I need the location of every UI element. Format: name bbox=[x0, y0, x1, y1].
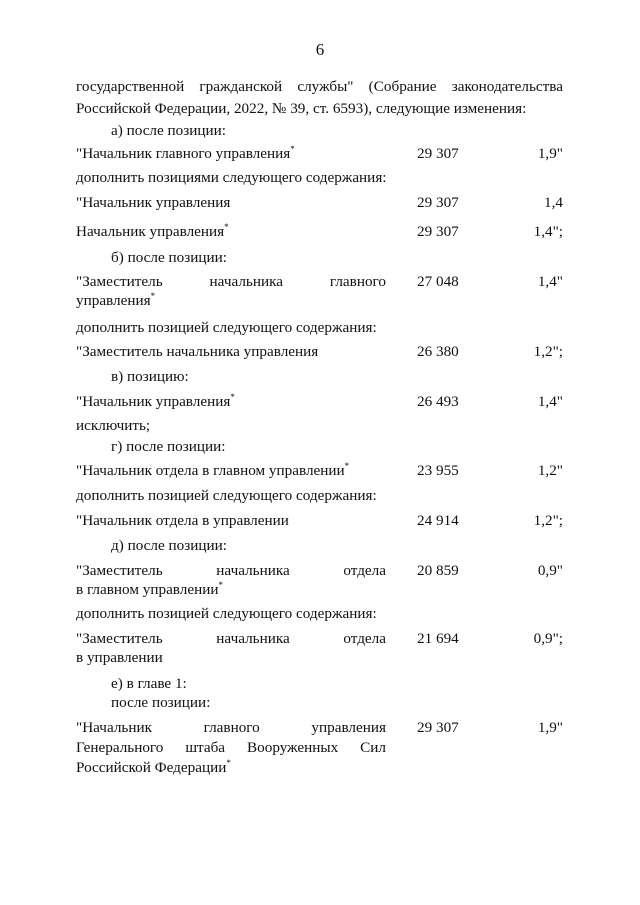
add-position-text-2: дополнить позицией следующего содержания: bbox=[76, 487, 377, 504]
section-g-label: г) после позиции: bbox=[111, 438, 226, 455]
row-7-amount: 23 955 bbox=[417, 462, 459, 479]
row-8-amount: 24 914 bbox=[417, 512, 459, 529]
exclude-text: исключить; bbox=[76, 417, 151, 434]
footnote-mark: * bbox=[218, 580, 223, 590]
page-number: 6 bbox=[315, 40, 325, 59]
row-4-name-line-2: управления* bbox=[76, 291, 156, 309]
row-1-coefficient: 1,9" bbox=[537, 145, 563, 162]
footnote-mark: * bbox=[150, 291, 156, 301]
footnote-mark: * bbox=[230, 392, 235, 402]
row-4-name-line-1: "Заместитель начальника главного bbox=[76, 273, 386, 290]
row-5-coefficient: 1,2"; bbox=[533, 343, 563, 360]
row-10-name-line-2: в управлении bbox=[76, 649, 163, 666]
row-3-name: Начальник управления* bbox=[76, 222, 229, 240]
add-positions-text: дополнить позициями следующего содержания: bbox=[76, 169, 387, 186]
footnote-mark: * bbox=[226, 758, 231, 768]
section-v-label: в) позицию: bbox=[111, 368, 189, 385]
row-11-name-line-3: Российской Федерации* bbox=[76, 758, 231, 776]
row-6-amount: 26 493 bbox=[417, 393, 459, 410]
footnote-mark: * bbox=[344, 461, 350, 471]
row-5-name: "Заместитель начальника управления bbox=[76, 343, 319, 360]
row-11-name-line-1: "Начальник главного управления bbox=[76, 719, 386, 736]
row-2-coefficient: 1,4 bbox=[544, 194, 563, 211]
row-10-coefficient: 0,9"; bbox=[533, 630, 563, 647]
row-9-name-line-1: "Заместитель начальника отдела bbox=[76, 562, 386, 579]
row-8-name: "Начальник отдела в управлении bbox=[76, 512, 289, 529]
row-9-coefficient: 0,9" bbox=[537, 562, 563, 579]
row-7-name: "Начальник отдела в главном управлении* bbox=[76, 461, 350, 479]
row-3-amount: 29 307 bbox=[417, 223, 459, 240]
row-5-amount: 26 380 bbox=[417, 343, 459, 360]
row-9-name-line-2: в главном управлении* bbox=[76, 580, 223, 598]
section-a-label: а) после позиции: bbox=[111, 122, 227, 139]
intro-line-1: государственной гражданской службы" (Собрание законодательства bbox=[76, 78, 563, 95]
row-6-name: "Начальник управления* bbox=[76, 392, 235, 410]
row-11-name-line-2: Генерального штаба Вооруженных Сил bbox=[76, 739, 386, 756]
row-1-amount: 29 307 bbox=[417, 145, 459, 162]
row-7-coefficient: 1,2" bbox=[537, 462, 563, 479]
footnote-mark: * bbox=[290, 144, 295, 154]
section-e-after-label: после позиции: bbox=[111, 694, 211, 711]
section-b-label: б) после позиции: bbox=[111, 249, 227, 266]
row-1-name: "Начальник главного управления* bbox=[76, 144, 295, 162]
row-3-coefficient: 1,4"; bbox=[533, 223, 563, 240]
add-position-text-3: дополнить позицией следующего содержания: bbox=[76, 605, 377, 622]
section-d-label: д) после позиции: bbox=[111, 537, 227, 554]
footnote-mark: * bbox=[224, 222, 229, 232]
add-position-text-1: дополнить позицией следующего содержания: bbox=[76, 319, 377, 336]
row-8-coefficient: 1,2"; bbox=[533, 512, 563, 529]
row-11-amount: 29 307 bbox=[417, 719, 459, 736]
row-4-amount: 27 048 bbox=[417, 273, 459, 290]
row-11-coefficient: 1,9" bbox=[537, 719, 563, 736]
row-4-coefficient: 1,4" bbox=[537, 273, 563, 290]
row-10-amount: 21 694 bbox=[417, 630, 459, 647]
section-e-label: е) в главе 1: bbox=[111, 675, 187, 692]
row-10-name-line-1: "Заместитель начальника отдела bbox=[76, 630, 386, 647]
row-6-coefficient: 1,4" bbox=[537, 393, 563, 410]
intro-line-2: Российской Федерации, 2022, № 39, ст. 6593), следующие изменения: bbox=[76, 100, 527, 117]
row-2-name: "Начальник управления bbox=[76, 194, 231, 211]
row-2-amount: 29 307 bbox=[417, 194, 459, 211]
row-9-amount: 20 859 bbox=[417, 562, 459, 579]
